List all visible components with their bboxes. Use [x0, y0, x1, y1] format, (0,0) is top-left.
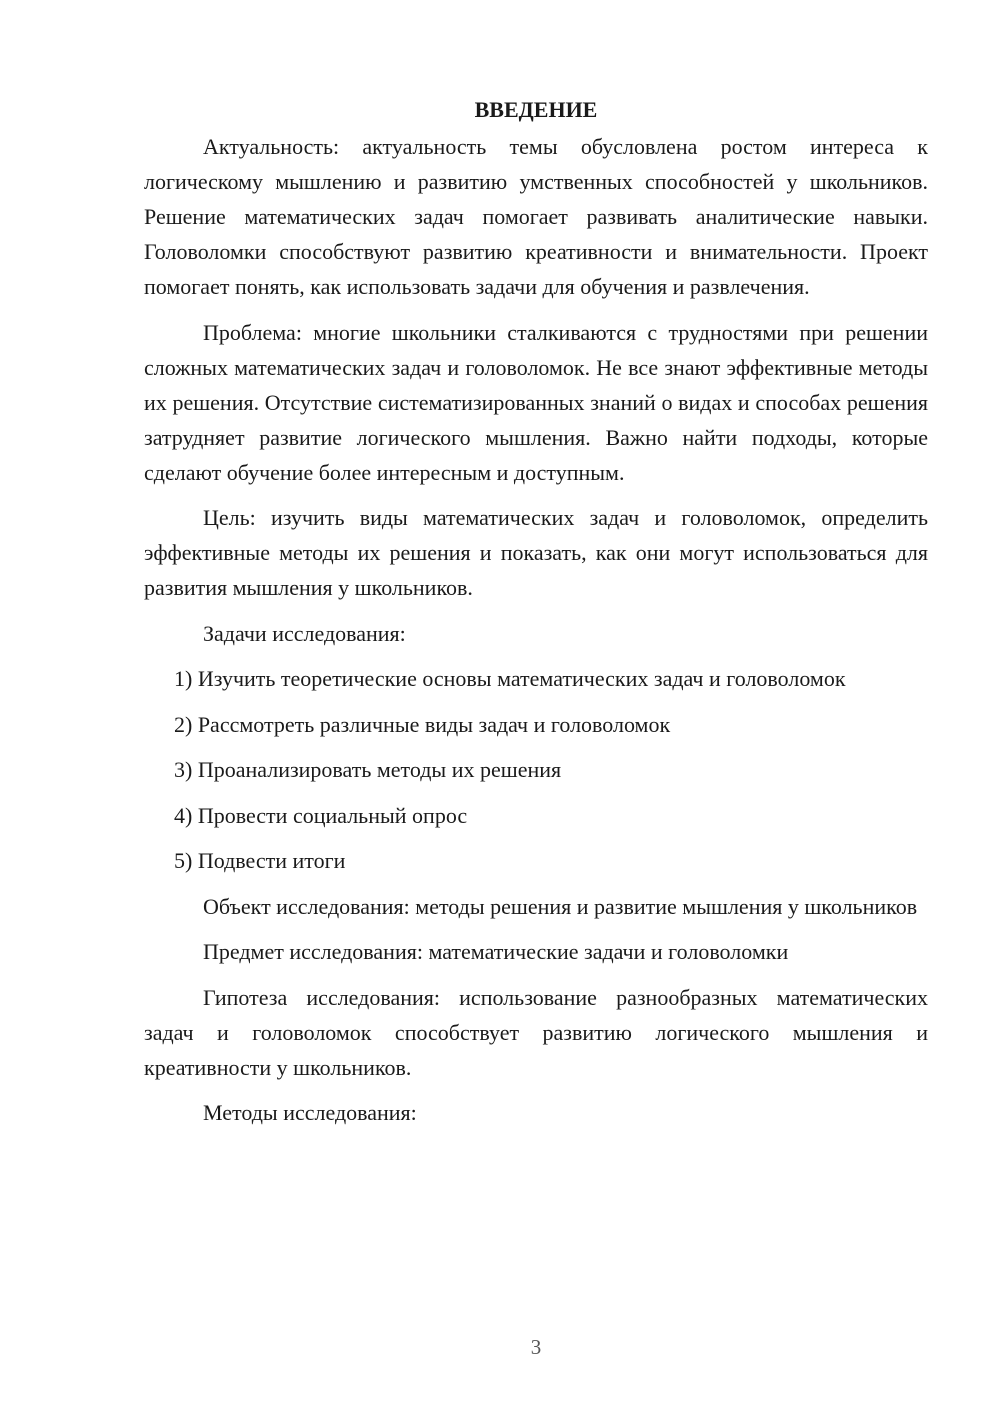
object-paragraph: Объект исследования: методы решения и развитие мышления у школьников: [203, 893, 918, 919]
section-heading: ВВЕДЕНИЕ: [474, 97, 598, 122]
document-page: [144, 92, 928, 1141]
task-list-item-1: 1) Изучить теоретические основы математических задач и головоломок: [174, 666, 846, 691]
task-list-item-5: 5) Подвести итоги: [174, 848, 346, 873]
subject-paragraph: Предмет исследования: математические задачи и головоломки: [203, 939, 789, 964]
goal-paragraph: Цель: изучить виды математических задач и головоломок, определить эффективные методы их решения и показать, как они могут использоваться для развития мышления у школьников.: [144, 505, 928, 600]
hypothesis-paragraph: Гипотеза исследования: использование разнообразных математических задач и головоломок способствует развитию логического мышления и креативности у школьников.: [144, 984, 928, 1080]
relevance-paragraph: Актуальность: актуальность темы обусловлена ростом интереса к логическому мышлению и развитию умственных способностей у школьников. Решение математических задач помогает развивать аналитические навыки. Головоломки способствуют развитию креативности и внимательности. Проект помогает понять, как использовать задачи для обучения и развлечения.: [144, 134, 928, 299]
task-list-item-4: 4) Провести социальный опрос: [174, 802, 468, 828]
page-number: 3: [530, 1335, 542, 1359]
methods-heading: Методы исследования:: [203, 1100, 417, 1125]
task-list-item-3: 3) Проанализировать методы их решения: [174, 757, 562, 782]
tasks-heading: Задачи исследования:: [203, 620, 406, 646]
problem-paragraph: Проблема: многие школьники сталкиваются с трудностями при решении сложных математических задач и головоломок. Не все знают эффективные методы их решения. Отсутствие систематизированных знаний о видах и способах решения затрудняет развитие логического мышления. Важно найти подходы, которые сделают обучение более интересным и доступным.: [144, 319, 928, 485]
task-list-item-2: 2) Рассмотреть различные виды задач и головоломок: [174, 711, 671, 737]
